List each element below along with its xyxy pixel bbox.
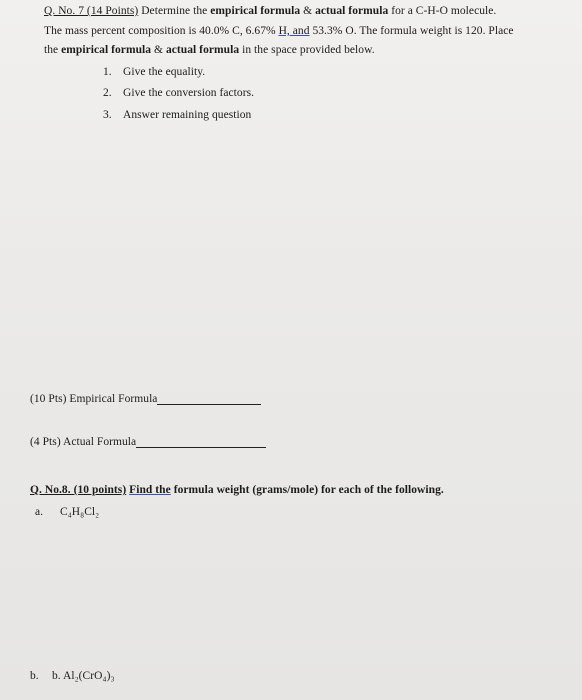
q7-amp: & bbox=[300, 5, 316, 17]
q7-empirical-bold: empirical formula bbox=[210, 5, 301, 17]
step-text: Answer remaining question bbox=[123, 109, 252, 121]
empirical-formula-blank[interactable] bbox=[157, 392, 261, 405]
q7-molecule-text: for a C-H-O molecule. bbox=[388, 5, 497, 17]
step-number: 2. bbox=[103, 87, 112, 99]
empirical-formula-label: (10 Pts) Empirical Formula bbox=[30, 393, 158, 405]
q7-line1 bbox=[44, 5, 496, 17]
step-number: 3. bbox=[103, 109, 112, 121]
q8-item-a-letter: a. bbox=[35, 506, 44, 518]
step-number: 1. bbox=[103, 66, 112, 78]
q7-space-text: in the space provided below. bbox=[239, 44, 375, 56]
empirical-formula-row bbox=[30, 392, 261, 405]
q8-item-a-formula: C₄H₈Cl₂ bbox=[60, 506, 100, 518]
q7-empirical-bold-2: empirical formula bbox=[61, 44, 152, 56]
q7-actual-bold-2: actual formula bbox=[165, 44, 240, 56]
q7-intro: Determine the bbox=[138, 5, 211, 17]
q8-item-b-letter: b. bbox=[30, 670, 39, 682]
q8-item-b bbox=[30, 670, 115, 682]
q8-line1 bbox=[30, 484, 444, 496]
q7-line2 bbox=[44, 25, 514, 37]
q8-instruction: formula weight (grams/mole) for each of the following. bbox=[170, 484, 444, 496]
q7-hydrogen-text: H, and bbox=[278, 25, 310, 37]
step-2 bbox=[103, 87, 254, 99]
q7-the-text: the bbox=[44, 44, 62, 56]
q7-label: Q. No. 7 (14 Points) bbox=[44, 5, 139, 17]
q8-label: Q. No.8. (10 points) bbox=[30, 484, 127, 496]
q7-line3 bbox=[44, 44, 375, 56]
step-text: Give the conversion factors. bbox=[123, 87, 255, 99]
actual-formula-row bbox=[30, 435, 266, 448]
q7-mass-percent-text: The mass percent composition is 40.0% C, 6.67% bbox=[44, 25, 279, 37]
actual-formula-label: (4 Pts) Actual Formula bbox=[30, 436, 137, 448]
q7-oxygen-text: 53.3% O. The formula weight is 120. Place bbox=[309, 25, 514, 37]
q8-item-a bbox=[35, 506, 99, 518]
q7-amp-2: & bbox=[151, 44, 166, 56]
actual-formula-blank[interactable] bbox=[136, 435, 266, 448]
q8-item-b-formula: b. Al₂(CrO₄)₃ bbox=[52, 670, 115, 682]
step-text: Give the equality. bbox=[123, 66, 206, 78]
step-3 bbox=[103, 109, 251, 121]
step-1 bbox=[103, 66, 205, 78]
q7-actual-bold: actual formula bbox=[315, 5, 389, 17]
q8-find-the: Find the bbox=[129, 484, 171, 496]
